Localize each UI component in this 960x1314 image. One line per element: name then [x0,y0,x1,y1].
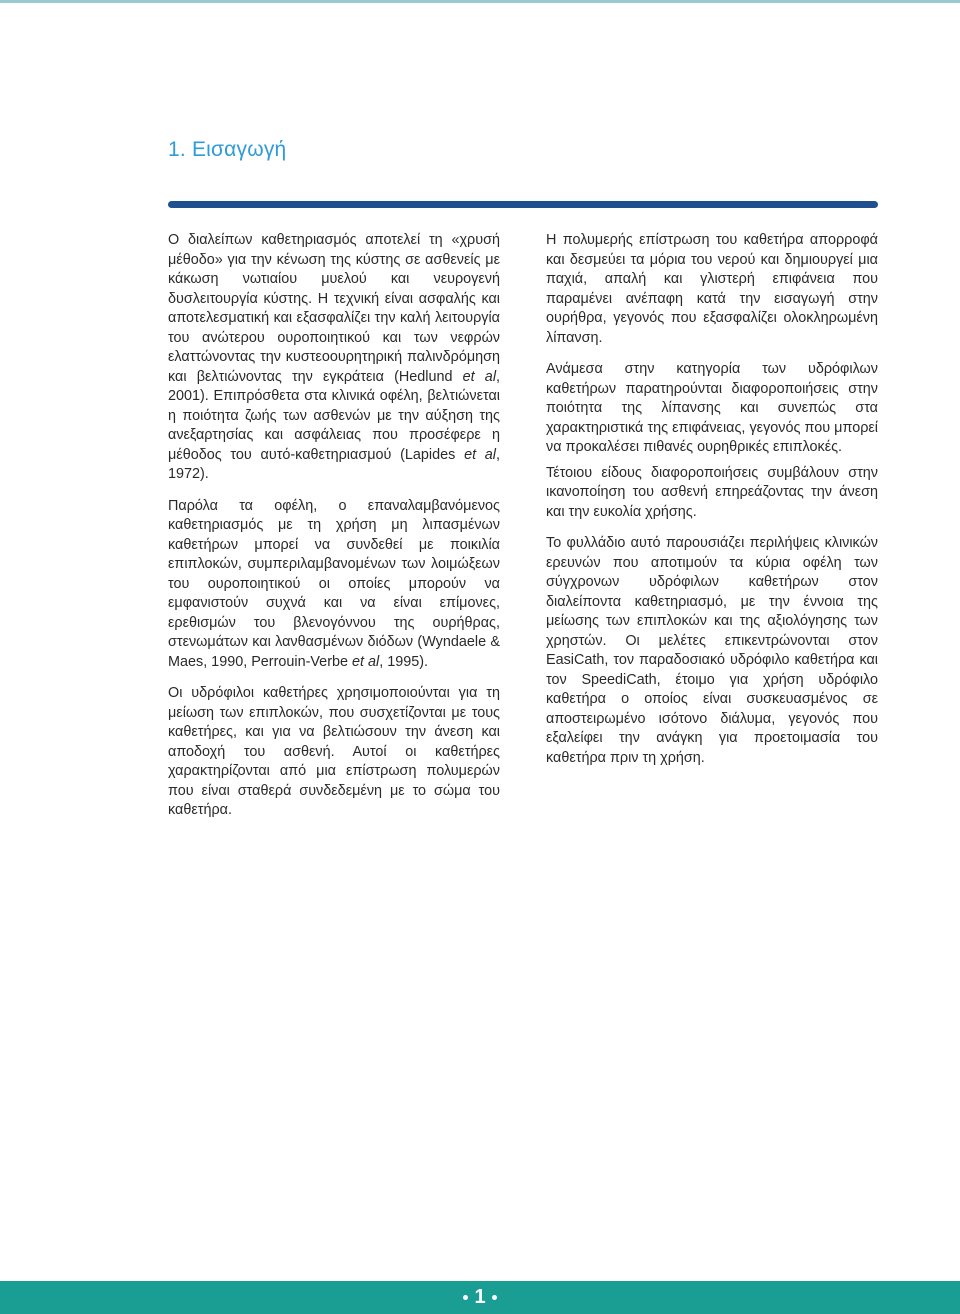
page-number-block [0,1281,960,1314]
left-column [168,231,500,833]
left-paragraph-2: Παρόλα τα οφέλη, ο επαναλαμβανόμενος καθετηριασμός με τη χρήση μη λιπασμένων καθετήρων μπορεί να συνδεθεί με ποικιλία επιπλοκών, συμπεριλαμβανομένων των λοιμώξεων του ουροποιητικού οι οποίες μπορούν να εμφανιστούν συχνά και να είναι επίμονες, ερεθισμών του βλενογόννου της ουρήθρας, στενωμάτων και λανθασμένων διόδων (Wyndaele & Maes, 1990, Perrouin-Verbe et al, 1995). [168,497,500,670]
right-paragraph-2: Ανάμεσα στην κατηγορία των υδρόφιλων καθετήρων παρατηρούνται διαφοροποιήσεις στην ποιότητα της λίπανσης και συνεπώς στα χαρακτηριστικά της επιφάνειας, γεγονός που μπορεί να προκαλέσει πιθανές ουρηθρικές επιπλοκές. [546,361,878,455]
bullet-dot-icon [492,1295,497,1300]
bullet-dot-icon [463,1295,468,1300]
right-paragraph-4: Το φυλλάδιο αυτό παρουσιάζει περιλήψεις κλινικών ερευνών που αποτιμούν τα κύρια οφέλη των σύγχρονων υδρόφιλων καθετήρων στον διαλείποντα καθετηριασμό, με την έννοια της μείωσης των επιπλοκών και της αξιολόγησης των χρηστών. Οι μελέτες επικεντρώνονται στον EasiCath, τον παραδοσιακό υδρόφιλο καθετήρα και τον SpeediCath, έτοιμο για χρήση υδρόφιλο καθετήρα ο οποίος είναι συσκευασμένος σε αποστειρωμένο ισότονο διάλυμα, γεγονός που εξαλείφει την ανάγκη για προετοιμασία του καθετήρα πριν τη χρήση. [546,535,878,766]
left-paragraph-1: Ο διαλείπων καθετηριασμός αποτελεί τη «χρυσή μέθοδο» για την κένωση της κύστης σε ασθενείς με κάκωση νωτιαίου μυελού και νευρογενή δυσλειτουργία κύστης. Η τεχνική είναι ασφαλής και αποτελεσματική και εξασφαλίζει την καλή λειτουργία του ανώτερου ουροποιητικού και των νεφρών ελαττώνοντας την κυστεοουρητηρική παλινδρόμηση και βελτιώνοντας την εγκράτεια (Hedlund et al, 2001). Επιπρόσθετα στα κλινικά οφέλη, βελτιώνεται η ποιότητα ζωής των ασθενών με την αύξηση της ανεξαρτησίας και ασφάλειας που προσέφερε η μέθοδος του αυτό-καθετηριασμού (Lapides et al, 1972). [168,232,501,482]
right-paragraph-1: Η πολυμερής επίστρωση του καθετήρα απορροφά και δεσμεύει τα μόρια του νερού και δημιουργεί μια παχιά, απαλή και γλιστερή επιφάνεια που παραμένει ανέπαφη κατά την εισαγωγή στην ουρήθρα, γεγονός που εξασφαλίζει ολοκληρωμένη λίπανση. [546,232,878,346]
page-number: 1 [474,1286,486,1308]
section-title-bar [168,201,878,208]
right-paragraph-3: Τέτοιου είδους διαφοροποιήσεις συμβάλουν στην ικανοποίηση του ασθενή επηρεάζοντας την άνεση και την ευκολία χρήσης. [546,464,878,520]
right-column [546,231,878,780]
top-rule [0,0,960,3]
section-title: 1. Εισαγωγή [168,138,287,161]
left-paragraph-3: Οι υδρόφιλοι καθετήρες χρησιμοποιούνται για τη μείωση των επιπλοκών, που συσχετίζονται με τους καθετήρες, και για να βελτιώσουν την άνεση και αποδοχή του ασθενή. Αυτοί οι καθετήρες χαρακτηρίζονται από μια επίστρωση πολυμερών που είναι σταθερά συνδεδεμένη με το σώμα του καθετήρα. [168,685,500,818]
